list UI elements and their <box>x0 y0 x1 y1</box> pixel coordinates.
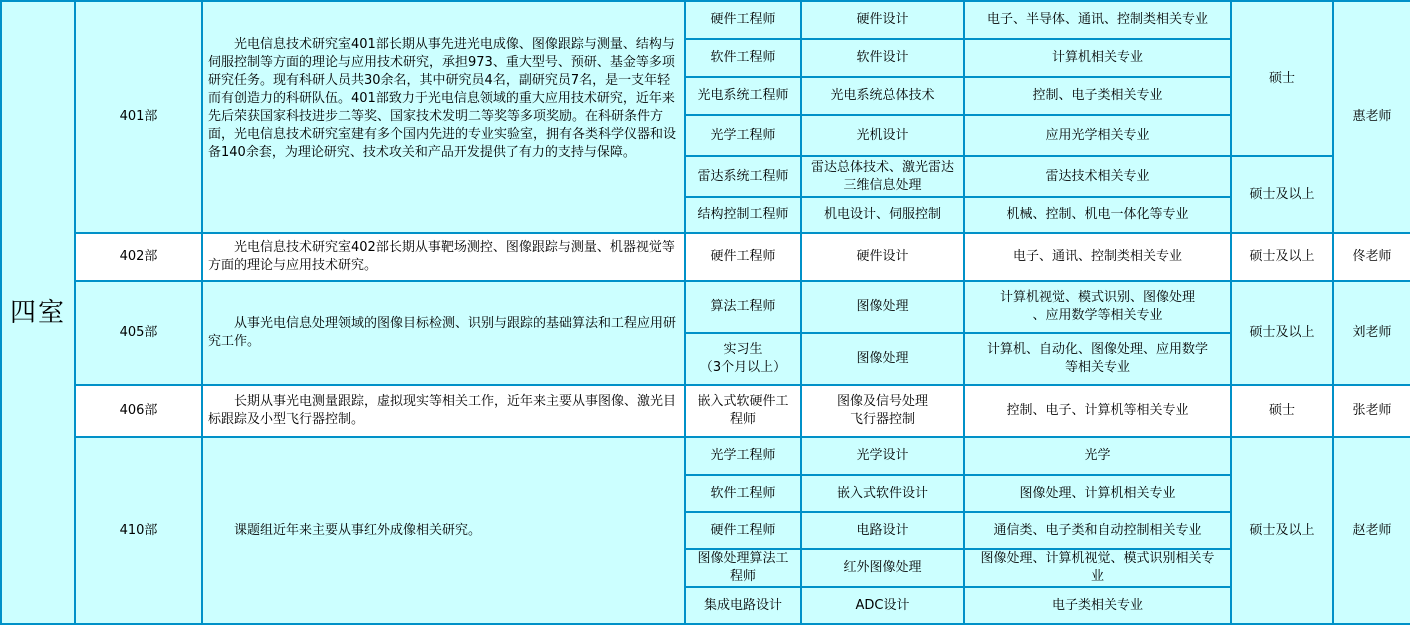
department-description: 光电信息技术研究室402部长期从事靶场测控、图像跟踪与测量、机器视觉等方面的理论与应用技术研究。 <box>202 233 685 281</box>
table-row <box>1 281 1410 333</box>
title-line: 程师 <box>729 569 756 584</box>
position-title: 集成电路设计 <box>685 587 801 624</box>
required-major <box>964 549 1231 587</box>
department-description: 光电信息技术研究室401部长期从事先进光电成像、图像跟踪与测量、结构与伺服控制等方面的理论与应用技术研究，承担973、重大型号、预研、基金等多项研究任务。现有科研人员共30余名，其中研究员4名，副研究员7名，是一支年轻而有创造力的科研队伍。401部致力于光电信息领域的重大应用技术研究，近年来先后荣获国家科技进步二等奖、国家技术发明二等奖等多项奖励。在科研条件方面，光电信息技术研究室建有多个国内先进的专业实验室，拥有各类科学仪器和设备140余套，为理论研究、技术攻关和产品开发提供了有力的支持与保障。 <box>202 1 685 233</box>
required-major: 控制、电子、计算机等相关专业 <box>964 385 1231 437</box>
title-line: 程师 <box>729 412 756 427</box>
required-major: 应用光学相关专业 <box>964 115 1231 156</box>
required-major: 图像处理、计算机相关专业 <box>964 475 1231 512</box>
department-description: 课题组近年来主要从事红外成像相关研究。 <box>202 437 685 624</box>
major-line: 等相关专业 <box>1064 360 1130 375</box>
table-row <box>1 385 1410 437</box>
degree-requirement: 硕士及以上 <box>1231 156 1333 233</box>
degree-requirement: 硕士及以上 <box>1231 281 1333 385</box>
position-title: 雷达系统工程师 <box>685 156 801 197</box>
contact-person: 刘老师 <box>1333 281 1410 385</box>
major-line: 、应用数学等相关专业 <box>1032 308 1163 323</box>
title-line: 实习生 <box>723 342 763 357</box>
major-line: 图像处理、计算机视觉、模式识别相关专 <box>980 551 1215 566</box>
position-title: 硬件工程师 <box>685 1 801 39</box>
required-major: 光学 <box>964 437 1231 475</box>
research-direction: 硬件设计 <box>801 233 964 281</box>
research-direction: 嵌入式软件设计 <box>801 475 964 512</box>
title-line: （3个月以上） <box>699 360 787 375</box>
research-direction <box>801 156 964 197</box>
position-title: 硬件工程师 <box>685 512 801 549</box>
position-title: 光学工程师 <box>685 437 801 475</box>
position-title: 光电系统工程师 <box>685 77 801 115</box>
required-major: 通信类、电子类和自动控制相关专业 <box>964 512 1231 549</box>
contact-person: 惠老师 <box>1333 1 1410 233</box>
department-name: 405部 <box>75 281 202 385</box>
required-major: 计算机相关专业 <box>964 39 1231 77</box>
department-name: 401部 <box>75 1 202 233</box>
direction-line: 图像及信号处理 <box>836 394 928 409</box>
title-line: 图像处理算法工 <box>697 551 789 566</box>
research-direction: 机电设计、伺服控制 <box>801 197 964 233</box>
direction-line: 飞行器控制 <box>849 412 915 427</box>
room-label: 四室 <box>1 1 75 624</box>
research-direction: ADC设计 <box>801 587 964 624</box>
position-title: 软件工程师 <box>685 39 801 77</box>
table-row <box>1 1 1410 39</box>
department-name: 402部 <box>75 233 202 281</box>
required-major: 控制、电子类相关专业 <box>964 77 1231 115</box>
contact-person: 赵老师 <box>1333 437 1410 624</box>
contact-person: 佟老师 <box>1333 233 1410 281</box>
required-major: 电子、半导体、通讯、控制类相关专业 <box>964 1 1231 39</box>
position-title-intern <box>685 333 801 385</box>
degree-requirement: 硕士及以上 <box>1231 233 1333 281</box>
major-line: 计算机、自动化、图像处理、应用数学 <box>986 342 1208 357</box>
required-major: 电子、通讯、控制类相关专业 <box>964 233 1231 281</box>
research-direction: 软件设计 <box>801 39 964 77</box>
research-direction: 图像处理 <box>801 281 964 333</box>
research-direction: 光电系统总体技术 <box>801 77 964 115</box>
department-description: 从事光电信息处理领域的图像目标检测、识别与跟踪的基础算法和工程应用研究工作。 <box>202 281 685 385</box>
position-title: 硬件工程师 <box>685 233 801 281</box>
table-row <box>1 437 1410 475</box>
degree-requirement: 硕士 <box>1231 385 1333 437</box>
required-major <box>964 281 1231 333</box>
required-major: 电子类相关专业 <box>964 587 1231 624</box>
degree-requirement: 硕士及以上 <box>1231 437 1333 624</box>
degree-requirement: 硕士 <box>1231 1 1333 156</box>
position-title <box>685 385 801 437</box>
table-row <box>1 233 1410 281</box>
research-direction: 硬件设计 <box>801 1 964 39</box>
position-title: 软件工程师 <box>685 475 801 512</box>
research-direction: 光学设计 <box>801 437 964 475</box>
title-line: 嵌入式软硬件工 <box>697 394 789 409</box>
required-major: 机械、控制、机电一体化等专业 <box>964 197 1231 233</box>
research-direction: 光机设计 <box>801 115 964 156</box>
required-major <box>964 333 1231 385</box>
contact-person: 张老师 <box>1333 385 1410 437</box>
position-title: 结构控制工程师 <box>685 197 801 233</box>
department-name: 410部 <box>75 437 202 624</box>
research-direction: 红外图像处理 <box>801 549 964 587</box>
position-title <box>685 549 801 587</box>
department-name: 406部 <box>75 385 202 437</box>
position-title: 光学工程师 <box>685 115 801 156</box>
position-title: 算法工程师 <box>685 281 801 333</box>
required-major: 雷达技术相关专业 <box>964 156 1231 197</box>
department-description: 长期从事光电测量跟踪，虚拟现实等相关工作，近年来主要从事图像、激光目标跟踪及小型飞行器控制。 <box>202 385 685 437</box>
research-direction <box>801 385 964 437</box>
research-direction: 电路设计 <box>801 512 964 549</box>
research-direction: 图像处理 <box>801 333 964 385</box>
major-line: 业 <box>1090 569 1104 584</box>
major-line: 计算机视觉、模式识别、图像处理 <box>999 290 1195 305</box>
direction-line: 三维信息处理 <box>843 177 922 193</box>
direction-line: 雷达总体技术、激光雷达 <box>810 159 954 175</box>
